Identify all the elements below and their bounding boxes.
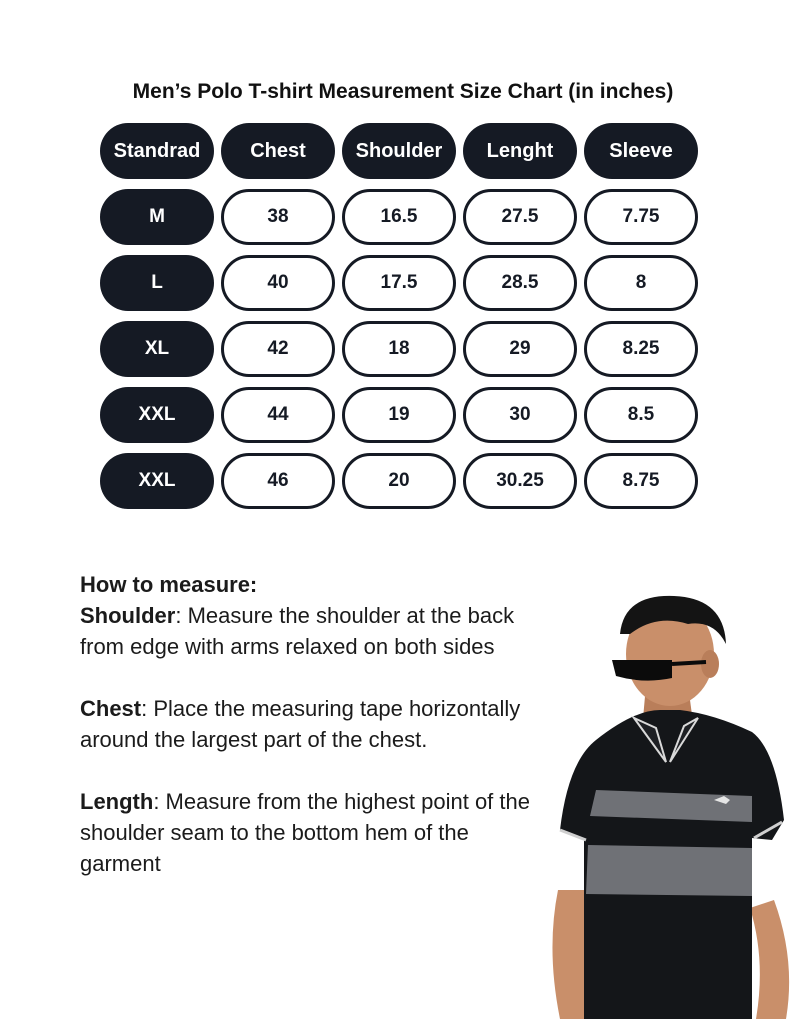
size-chart-table [100, 123, 698, 509]
header-sleeve: Sleeve [584, 123, 698, 179]
sleeve-cell: 8.75 [584, 453, 698, 509]
chest-term: Chest [80, 696, 142, 721]
sleeve-cell: 8.25 [584, 321, 698, 377]
sleeve-cell: 8 [584, 255, 698, 311]
length-instruction [80, 786, 550, 879]
shoulder-instruction [80, 600, 550, 662]
chest-cell: 42 [221, 321, 335, 377]
chest-cell: 38 [221, 189, 335, 245]
shoulder-cell: 20 [342, 453, 456, 509]
chest-cell: 40 [221, 255, 335, 311]
shoulder-cell: 16.5 [342, 189, 456, 245]
chest-instruction [80, 693, 550, 755]
header-shoulder: Shoulder [342, 123, 456, 179]
length-cell: 27.5 [463, 189, 577, 245]
header-length: Lenght [463, 123, 577, 179]
shoulder-cell: 18 [342, 321, 456, 377]
shoulder-text: : Measure the shoulder at the back from edge with arms relaxed on both sides [80, 603, 515, 659]
chest-cell: 44 [221, 387, 335, 443]
shoulder-term: Shoulder [80, 603, 176, 628]
length-term: Length [80, 789, 154, 814]
header-standard: Standrad [100, 123, 214, 179]
length-cell: 29 [463, 321, 577, 377]
size-label: XL [100, 321, 214, 377]
length-cell: 28.5 [463, 255, 577, 311]
chest-text: : Place the measuring tape horizontally around the largest part of the chest. [80, 696, 521, 752]
sunglasses-arm [672, 662, 706, 664]
how-to-measure [80, 569, 550, 910]
length-cell: 30 [463, 387, 577, 443]
right-arm [750, 900, 789, 1019]
shirt-stripe-lower [586, 845, 752, 896]
size-label: M [100, 189, 214, 245]
length-cell: 30.25 [463, 453, 577, 509]
size-label: XXL [100, 387, 214, 443]
sleeve-cell: 8.5 [584, 387, 698, 443]
shoulder-cell: 19 [342, 387, 456, 443]
how-to-heading: How to measure: [80, 572, 258, 597]
sleeve-cell: 7.75 [584, 189, 698, 245]
length-text: : Measure from the highest point of the shoulder seam to the bottom hem of the garment [80, 789, 530, 876]
sunglasses-icon [612, 660, 672, 681]
chart-title: Men’s Polo T-shirt Measurement Size Chart (in inches) [132, 80, 674, 103]
shoulder-cell: 17.5 [342, 255, 456, 311]
header-chest: Chest [221, 123, 335, 179]
size-label: L [100, 255, 214, 311]
chest-cell: 46 [221, 453, 335, 509]
model-photo [538, 590, 800, 1019]
size-label: XXL [100, 453, 214, 509]
